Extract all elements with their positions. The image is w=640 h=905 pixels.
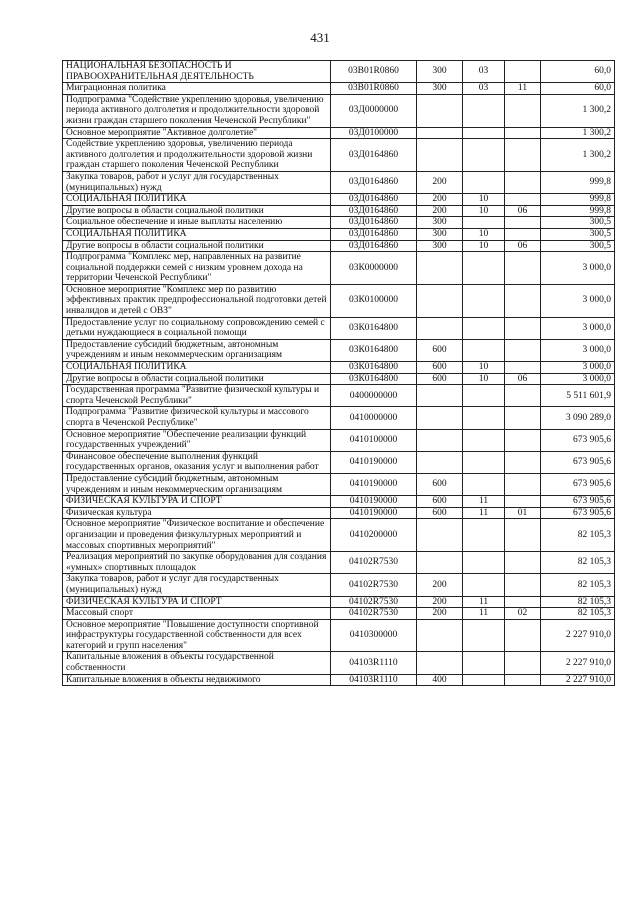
target-article-cell: 03Д0164860 — [331, 171, 417, 193]
target-article-cell: 04102R7530 — [331, 608, 417, 620]
amount-cell: 999,8 — [541, 194, 615, 206]
amount-cell: 82 105,3 — [541, 519, 615, 552]
section-cell: 10 — [463, 240, 505, 252]
expense-type-cell: 600 — [417, 339, 463, 361]
row-name-cell: СОЦИАЛЬНАЯ ПОЛИТИКА — [63, 362, 331, 374]
subsection-cell — [505, 652, 541, 674]
subsection-cell — [505, 94, 541, 127]
target-article-cell: 03Д0164860 — [331, 205, 417, 217]
row-name-cell: Государственная программа "Развитие физической культуры и спорта Чеченской Республики" — [63, 385, 331, 407]
subsection-cell — [505, 552, 541, 574]
table-row — [63, 429, 615, 451]
table-row — [63, 362, 615, 374]
target-article-cell: 0410190000 — [331, 507, 417, 519]
row-name-cell: Основное мероприятие "Повышение доступности спортивной инфраструктуры государственной собственности для всех категорий и групп населения" — [63, 619, 331, 652]
amount-cell: 2 227 910,0 — [541, 652, 615, 674]
target-article-cell: 03Д0164860 — [331, 240, 417, 252]
subsection-cell: 11 — [505, 83, 541, 95]
subsection-cell — [505, 317, 541, 339]
amount-cell: 3 090 289,0 — [541, 407, 615, 429]
table-row — [63, 373, 615, 385]
row-name-cell: Предоставление субсидий бюджетным, автономным учреждениям и иным некоммерческим организациям — [63, 473, 331, 495]
amount-cell: 300,5 — [541, 240, 615, 252]
amount-cell: 1 300,2 — [541, 139, 615, 172]
expense-type-cell — [417, 127, 463, 139]
section-cell — [463, 519, 505, 552]
target-article-cell: 04102R7530 — [331, 596, 417, 608]
subsection-cell — [505, 596, 541, 608]
subsection-cell — [505, 139, 541, 172]
amount-cell: 3 000,0 — [541, 317, 615, 339]
target-article-cell: 0410190000 — [331, 451, 417, 473]
table-row — [63, 574, 615, 596]
target-article-cell: 04103R1110 — [331, 652, 417, 674]
section-cell — [463, 385, 505, 407]
subsection-cell — [505, 228, 541, 240]
row-name-cell: Основное мероприятие "Физическое воспитание и обеспечение организации и проведения физкультурных мероприятий и массовых спортивных мероприятий" — [63, 519, 331, 552]
expense-type-cell: 600 — [417, 362, 463, 374]
amount-cell: 673 905,6 — [541, 496, 615, 508]
target-article-cell: 03К0100000 — [331, 284, 417, 317]
amount-cell: 3 000,0 — [541, 284, 615, 317]
section-cell — [463, 451, 505, 473]
target-article-cell: 03К0000000 — [331, 252, 417, 285]
expense-type-cell: 600 — [417, 496, 463, 508]
amount-cell: 300,5 — [541, 217, 615, 229]
subsection-cell — [505, 217, 541, 229]
expense-type-cell: 300 — [417, 240, 463, 252]
target-article-cell: 03К0164800 — [331, 373, 417, 385]
section-cell — [463, 317, 505, 339]
table-row — [63, 339, 615, 361]
row-name-cell: Подпрограмма "Развитие физической культуры и массового спорта в Чеченской Республике" — [63, 407, 331, 429]
row-name-cell: Основное мероприятие "Комплекс мер по развитию эффективных практик предпрофессиональной подготовки детей инвалидов и детей с ОВЗ" — [63, 284, 331, 317]
expense-type-cell — [417, 94, 463, 127]
row-name-cell: НАЦИОНАЛЬНАЯ БЕЗОПАСНОСТЬ И ПРАВООХРАНИТЕЛЬНАЯ ДЕЯТЕЛЬНОСТЬ — [63, 61, 331, 83]
table-row — [63, 317, 615, 339]
expense-type-cell: 200 — [417, 596, 463, 608]
section-cell: 10 — [463, 205, 505, 217]
subsection-cell — [505, 674, 541, 686]
table-row — [63, 228, 615, 240]
target-article-cell: 04103R1110 — [331, 674, 417, 686]
subsection-cell: 01 — [505, 507, 541, 519]
table-row — [63, 519, 615, 552]
subsection-cell — [505, 451, 541, 473]
expense-type-cell — [417, 429, 463, 451]
subsection-cell — [505, 407, 541, 429]
section-cell — [463, 94, 505, 127]
expense-type-cell: 600 — [417, 473, 463, 495]
expense-type-cell — [417, 284, 463, 317]
amount-cell: 673 905,6 — [541, 473, 615, 495]
subsection-cell — [505, 519, 541, 552]
target-article-cell: 0410190000 — [331, 496, 417, 508]
row-name-cell: ФИЗИЧЕСКАЯ КУЛЬТУРА И СПОРТ — [63, 496, 331, 508]
subsection-cell: 06 — [505, 373, 541, 385]
amount-cell: 82 105,3 — [541, 574, 615, 596]
section-cell — [463, 429, 505, 451]
table-row — [63, 240, 615, 252]
target-article-cell: 03Д0164860 — [331, 228, 417, 240]
row-name-cell: Другие вопросы в области социальной политики — [63, 240, 331, 252]
table-row — [63, 496, 615, 508]
subsection-cell: 06 — [505, 205, 541, 217]
target-article-cell: 04102R7530 — [331, 552, 417, 574]
row-name-cell: Другие вопросы в области социальной политики — [63, 205, 331, 217]
table-row — [63, 507, 615, 519]
row-name-cell: ФИЗИЧЕСКАЯ КУЛЬТУРА И СПОРТ — [63, 596, 331, 608]
table-row — [63, 217, 615, 229]
subsection-cell — [505, 171, 541, 193]
subsection-cell: 02 — [505, 608, 541, 620]
section-cell: 11 — [463, 596, 505, 608]
target-article-cell: 03Д0164860 — [331, 217, 417, 229]
expense-type-cell: 200 — [417, 194, 463, 206]
amount-cell: 2 227 910,0 — [541, 619, 615, 652]
subsection-cell — [505, 362, 541, 374]
table-row — [63, 194, 615, 206]
amount-cell: 3 000,0 — [541, 339, 615, 361]
expense-type-cell — [417, 451, 463, 473]
amount-cell: 3 000,0 — [541, 362, 615, 374]
subsection-cell — [505, 619, 541, 652]
amount-cell: 1 300,2 — [541, 127, 615, 139]
target-article-cell: 0410190000 — [331, 473, 417, 495]
row-name-cell: Социальное обеспечение и иные выплаты населению — [63, 217, 331, 229]
subsection-cell — [505, 61, 541, 83]
amount-cell: 3 000,0 — [541, 252, 615, 285]
subsection-cell — [505, 473, 541, 495]
expense-type-cell: 300 — [417, 83, 463, 95]
table-row — [63, 473, 615, 495]
table-row — [63, 61, 615, 83]
target-article-cell: 0410300000 — [331, 619, 417, 652]
expense-type-cell: 300 — [417, 228, 463, 240]
amount-cell: 673 905,6 — [541, 507, 615, 519]
amount-cell: 5 511 601,9 — [541, 385, 615, 407]
row-name-cell: Закупка товаров, работ и услуг для государственных (муниципальных) нужд — [63, 574, 331, 596]
expense-type-cell — [417, 139, 463, 172]
amount-cell: 300,5 — [541, 228, 615, 240]
subsection-cell — [505, 194, 541, 206]
section-cell — [463, 284, 505, 317]
expense-type-cell — [417, 252, 463, 285]
table-row — [63, 139, 615, 172]
target-article-cell: 03К0164800 — [331, 339, 417, 361]
target-article-cell: 03Д0164860 — [331, 139, 417, 172]
section-cell — [463, 674, 505, 686]
target-article-cell: 03В01R0860 — [331, 61, 417, 83]
row-name-cell: Основное мероприятие "Активное долголетие" — [63, 127, 331, 139]
row-name-cell: Капитальные вложения в объекты недвижимого — [63, 674, 331, 686]
section-cell: 10 — [463, 194, 505, 206]
table-row — [63, 451, 615, 473]
subsection-cell — [505, 284, 541, 317]
page-number: 431 — [310, 30, 330, 45]
section-cell — [463, 139, 505, 172]
subsection-cell — [505, 574, 541, 596]
subsection-cell — [505, 496, 541, 508]
amount-cell: 60,0 — [541, 61, 615, 83]
table-row — [63, 652, 615, 674]
section-cell: 10 — [463, 228, 505, 240]
budget-table-body — [63, 61, 615, 686]
section-cell — [463, 473, 505, 495]
row-name-cell: Реализация мероприятий по закупке оборудования для создания «умных» спортивных площадок — [63, 552, 331, 574]
section-cell: 11 — [463, 507, 505, 519]
section-cell — [463, 127, 505, 139]
amount-cell: 999,8 — [541, 171, 615, 193]
section-cell: 11 — [463, 608, 505, 620]
row-name-cell: Физическая культура — [63, 507, 331, 519]
expense-type-cell: 600 — [417, 373, 463, 385]
section-cell — [463, 407, 505, 429]
subsection-cell — [505, 127, 541, 139]
amount-cell: 82 105,3 — [541, 608, 615, 620]
amount-cell: 1 300,2 — [541, 94, 615, 127]
table-row — [63, 619, 615, 652]
section-cell — [463, 252, 505, 285]
section-cell — [463, 171, 505, 193]
target-article-cell: 04102R7530 — [331, 574, 417, 596]
amount-cell: 673 905,6 — [541, 451, 615, 473]
row-name-cell: Подпрограмма "Содействие укреплению здоровья, увеличению периода активного долголетия и продолжительности здоровой жизни граждан старшего поколения Чеченской Республики" — [63, 94, 331, 127]
row-name-cell: Предоставление субсидий бюджетным, автономным учреждениям и иным некоммерческим организациям — [63, 339, 331, 361]
target-article-cell: 0400000000 — [331, 385, 417, 407]
expense-type-cell — [417, 317, 463, 339]
expense-type-cell — [417, 407, 463, 429]
table-row — [63, 608, 615, 620]
target-article-cell: 03Д0100000 — [331, 127, 417, 139]
amount-cell: 999,8 — [541, 205, 615, 217]
row-name-cell: Закупка товаров, работ и услуг для государственных (муниципальных) нужд — [63, 171, 331, 193]
amount-cell: 2 227 910,0 — [541, 674, 615, 686]
table-row — [63, 552, 615, 574]
table-row — [63, 83, 615, 95]
target-article-cell: 03Д0164860 — [331, 194, 417, 206]
expense-type-cell: 300 — [417, 217, 463, 229]
row-name-cell: Предоставление услуг по социальному сопровождению семей с детьми нуждающиеся в социальной помощи — [63, 317, 331, 339]
expense-type-cell: 200 — [417, 608, 463, 620]
section-cell: 10 — [463, 373, 505, 385]
section-cell — [463, 652, 505, 674]
table-row — [63, 94, 615, 127]
section-cell — [463, 552, 505, 574]
row-name-cell: Массовый спорт — [63, 608, 331, 620]
table-row — [63, 171, 615, 193]
target-article-cell: 03Д0000000 — [331, 94, 417, 127]
row-name-cell: Другие вопросы в области социальной политики — [63, 373, 331, 385]
row-name-cell: Содействие укреплению здоровья, увеличению периода активного долголетия и продолжительности здоровой жизни граждан старшего поколения Чеченской Республики — [63, 139, 331, 172]
section-cell — [463, 574, 505, 596]
amount-cell: 60,0 — [541, 83, 615, 95]
subsection-cell — [505, 385, 541, 407]
expense-type-cell — [417, 519, 463, 552]
row-name-cell: СОЦИАЛЬНАЯ ПОЛИТИКА — [63, 194, 331, 206]
subsection-cell — [505, 339, 541, 361]
row-name-cell: Подпрограмма "Комплекс мер, направленных на развитие социальной поддержки семей с низким уровнем дохода на территории Чеченской Республики" — [63, 252, 331, 285]
target-article-cell: 03В01R0860 — [331, 83, 417, 95]
expense-type-cell — [417, 552, 463, 574]
table-row — [63, 385, 615, 407]
amount-cell: 82 105,3 — [541, 552, 615, 574]
expense-type-cell — [417, 652, 463, 674]
row-name-cell: Капитальные вложения в объекты государственной собственности — [63, 652, 331, 674]
target-article-cell: 03К0164800 — [331, 362, 417, 374]
section-cell: 11 — [463, 496, 505, 508]
row-name-cell: Основное мероприятие "Обеспечение реализации функций государственных учреждений" — [63, 429, 331, 451]
expense-type-cell: 200 — [417, 205, 463, 217]
target-article-cell: 03К0164800 — [331, 317, 417, 339]
target-article-cell: 0410000000 — [331, 407, 417, 429]
table-row — [63, 205, 615, 217]
row-name-cell: Миграционная политика — [63, 83, 331, 95]
expense-type-cell: 600 — [417, 507, 463, 519]
table-row — [63, 284, 615, 317]
table-row — [63, 674, 615, 686]
row-name-cell: Финансовое обеспечение выполнения функций государственных органов, оказания услуг и выполнения работ — [63, 451, 331, 473]
expense-type-cell: 200 — [417, 171, 463, 193]
section-cell — [463, 217, 505, 229]
expense-type-cell: 300 — [417, 61, 463, 83]
row-name-cell: СОЦИАЛЬНАЯ ПОЛИТИКА — [63, 228, 331, 240]
expense-type-cell — [417, 385, 463, 407]
expense-type-cell: 200 — [417, 574, 463, 596]
budget-table — [62, 60, 615, 686]
target-article-cell: 0410200000 — [331, 519, 417, 552]
subsection-cell — [505, 252, 541, 285]
section-cell — [463, 339, 505, 361]
amount-cell: 82 105,3 — [541, 596, 615, 608]
amount-cell: 673 905,6 — [541, 429, 615, 451]
table-row — [63, 596, 615, 608]
expense-type-cell — [417, 619, 463, 652]
section-cell: 03 — [463, 61, 505, 83]
table-row — [63, 127, 615, 139]
table-row — [63, 252, 615, 285]
table-row — [63, 407, 615, 429]
expense-type-cell: 400 — [417, 674, 463, 686]
subsection-cell — [505, 429, 541, 451]
section-cell — [463, 619, 505, 652]
section-cell: 10 — [463, 362, 505, 374]
amount-cell: 3 000,0 — [541, 373, 615, 385]
subsection-cell: 06 — [505, 240, 541, 252]
section-cell: 03 — [463, 83, 505, 95]
target-article-cell: 0410100000 — [331, 429, 417, 451]
